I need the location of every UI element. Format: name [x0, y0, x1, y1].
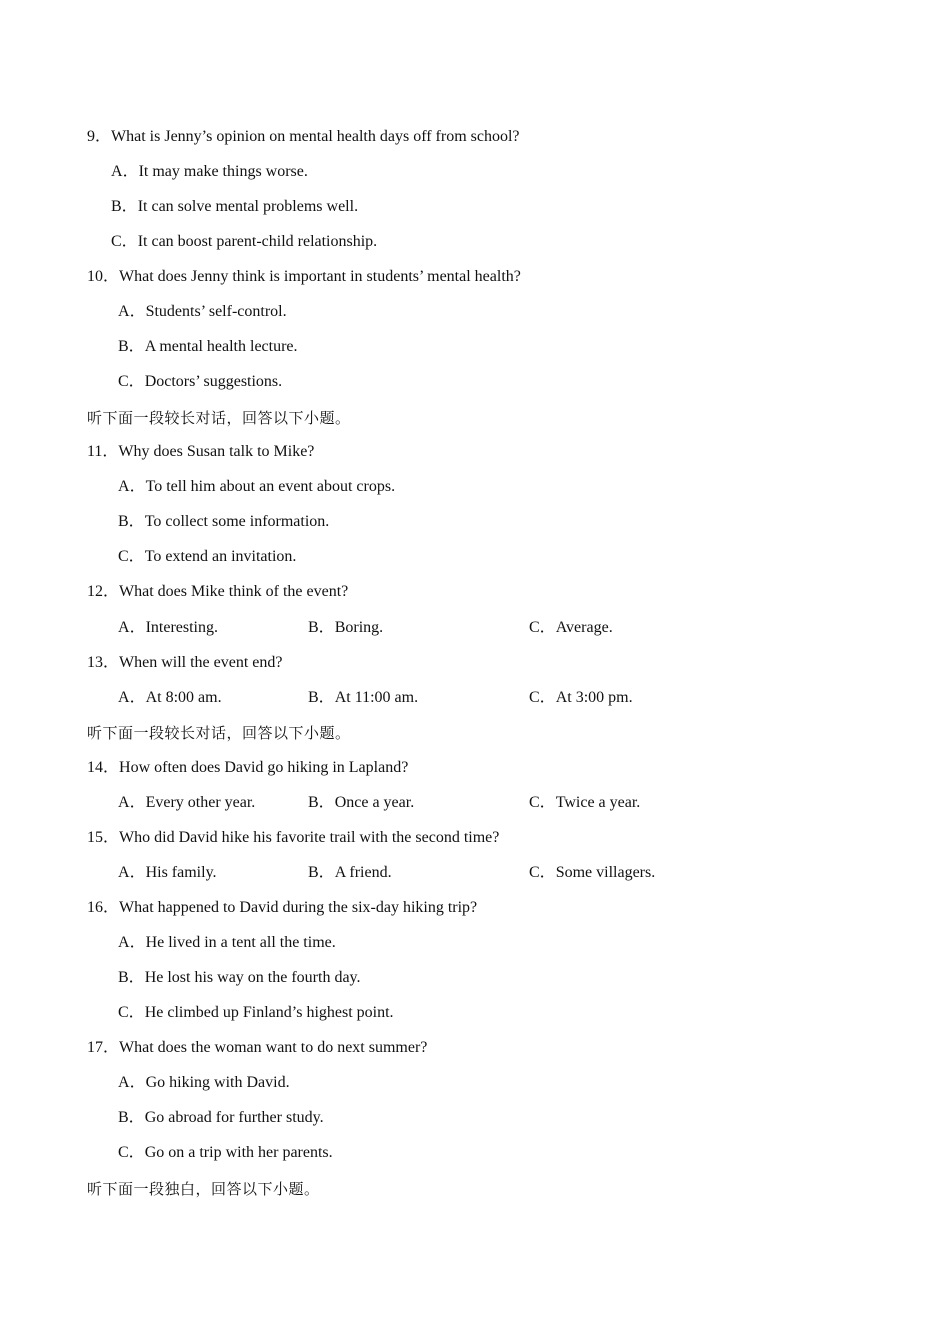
question-11: 11．Why does Susan talk to Mike? — [87, 443, 315, 460]
q14-option-a: A．Every other year. — [118, 794, 256, 811]
question-13: 13．When will the event end? — [87, 654, 283, 671]
q13-option-c: C．At 3:00 pm. — [529, 689, 633, 706]
q17-option-a: A．Go hiking with David. — [118, 1074, 290, 1091]
q16-option-a: A．He lived in a tent all the time. — [118, 934, 336, 951]
q13-option-a: A．At 8:00 am. — [118, 689, 222, 706]
q14-option-c: C．Twice a year. — [529, 794, 641, 811]
question-15: 15．Who did David hike his favorite trail with the second time? — [87, 829, 500, 846]
q10-option-b: B．A mental health lecture. — [118, 338, 298, 355]
question-9: 9．What is Jenny’s opinion on mental health days off from school? — [87, 128, 520, 145]
q9-option-a: A．It may make things worse. — [111, 163, 308, 180]
q16-option-c: C．He climbed up Finland’s highest point. — [118, 1004, 394, 1021]
q13-option-b: B．At 11:00 am. — [308, 689, 419, 706]
q9-option-b: B．It can solve mental problems well. — [111, 198, 359, 215]
q12-option-c: C．Average. — [529, 619, 613, 636]
question-12: 12．What does Mike think of the event? — [87, 583, 349, 600]
q17-option-b: B．Go abroad for further study. — [118, 1109, 324, 1126]
question-16: 16．What happened to David during the six-day hiking trip? — [87, 899, 478, 916]
q15-option-b: B．A friend. — [308, 864, 392, 881]
q9-option-c: C．It can boost parent-child relationship. — [111, 233, 378, 250]
q17-option-c: C．Go on a trip with her parents. — [118, 1144, 333, 1161]
q12-option-a: A．Interesting. — [118, 619, 218, 636]
q14-option-b: B．Once a year. — [308, 794, 415, 811]
q12-option-b: B．Boring. — [308, 619, 384, 636]
question-17: 17．What does the woman want to do next summer? — [87, 1039, 428, 1056]
section-instruction: 听下面一段较长对话，回答以下小题。 — [87, 724, 351, 742]
q10-option-a: A．Students’ self-control. — [118, 303, 287, 320]
question-14: 14．How often does David go hiking in Lapland? — [87, 759, 409, 776]
section-instruction: 听下面一段较长对话，回答以下小题。 — [87, 409, 351, 427]
q11-option-c: C．To extend an invitation. — [118, 548, 297, 565]
q16-option-b: B．He lost his way on the fourth day. — [118, 969, 361, 986]
question-10: 10．What does Jenny think is important in students’ mental health? — [87, 268, 521, 285]
q10-option-c: C．Doctors’ suggestions. — [118, 373, 283, 390]
q15-option-a: A．His family. — [118, 864, 217, 881]
q11-option-b: B．To collect some information. — [118, 513, 330, 530]
q15-option-c: C．Some villagers. — [529, 864, 656, 881]
q11-option-a: A．To tell him about an event about crops. — [118, 478, 396, 495]
section-instruction: 听下面一段独白，回答以下小题。 — [87, 1180, 320, 1198]
